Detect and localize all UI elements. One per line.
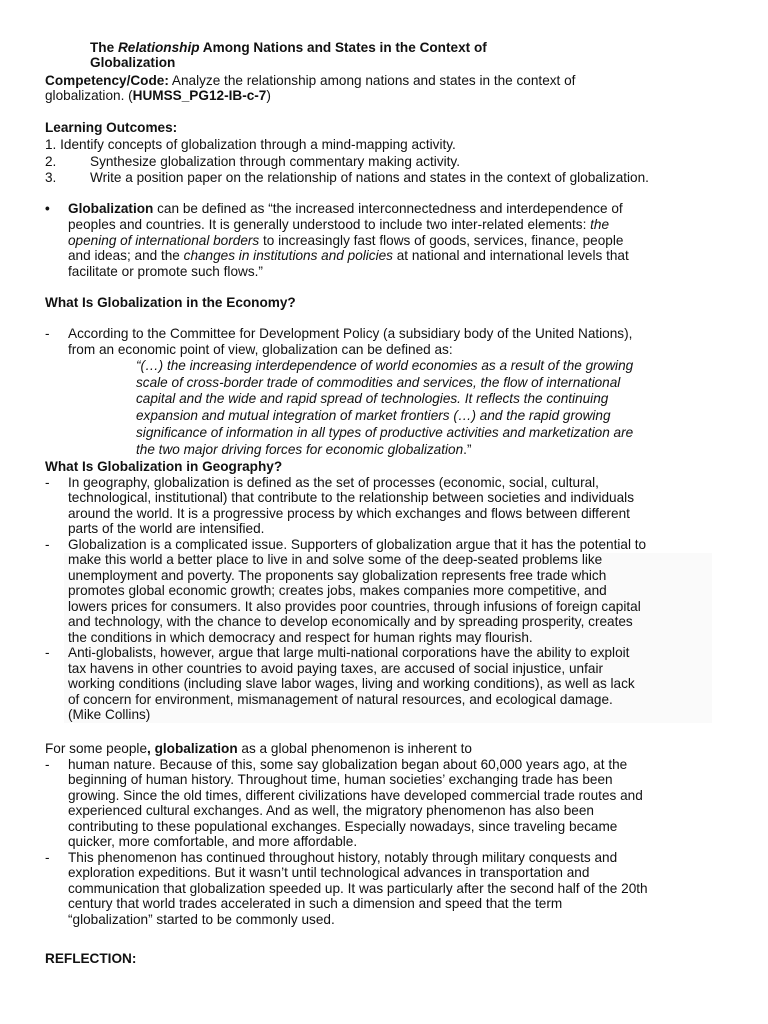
economy-line-1: According to the Committee for Development Policy (a subsidiary body of the United Nations),	[68, 326, 633, 341]
geography-p3-line: working conditions (including slave labor wages, living and working conditions), as well as lack	[68, 676, 635, 691]
inherent-p1-line: growing. Since the old times, different civilizations have developed commercial trade routes and	[68, 788, 643, 803]
geography-p2-line: Globalization is a complicated issue. Supporters of globalization argue that it has the potential to	[68, 537, 647, 552]
geography-p3-line: tax havens in other countries to avoid paying taxes, are accused of social injustice, unfair	[68, 661, 603, 676]
geography-p2-line: and technology, with the chance to develop economically and by spreading prosperity, creates	[68, 614, 633, 629]
definition-line-5: facilitate or promote such flows.”	[68, 264, 263, 279]
geography-p3-line: (Mike Collins)	[68, 707, 151, 722]
outcomes-heading: Learning Outcomes:	[45, 120, 178, 135]
geography-p1-line: In geography, globalization is defined as the set of processes (economic, social, cultural,	[68, 475, 599, 490]
inherent-p2-line: exploration expeditions. But it wasn’t until technological advances in transportation and	[68, 865, 590, 880]
economy-heading: What Is Globalization in the Economy?	[45, 295, 296, 310]
geography-p1-line: around the world. It is a progressive process by which exchanges and flows between different	[68, 506, 630, 521]
competency-line-2: globalization. (HUMSS_PG12-IB-c-7)	[45, 88, 271, 103]
doc-title: The Relationship Among Nations and States in the Context of	[90, 40, 487, 55]
geography-p1-line: parts of the world are intensified.	[68, 521, 265, 536]
inherent-p2-line: This phenomenon has continued throughout history, notably through military conquests and	[68, 850, 618, 865]
document-page: The Relationship Among Nations and States in the Context of Globalization Competency/Code: Analyze the relationship among nations and states in the context of globalization. (HUMSS_PG12-IB-c-7) Learning Outcomes: 1. Identify concepts of globalization through a mind-mapping activity. 2. Synthesize globalization through commentary making activity. 3. Write a position paper on the relationship of nations and states in the context of globalization. • Globalization can be defined as “the increased interconnectedness and interdependence of peoples and countries. It is generally understood to include two inter-related elements: the opening of international borders to increasingly fast flows of goods, services, finance, people and ideas; and the changes in institutions and policies at national and international levels that facilitate or promote such flows.” What Is Globalization in the Economy? - According to the Committee for Development Policy (a subsidiary body of the United Nations), from an economic point of view, globalization can be defined as: “(…) the increasing interdependence of world economies as a result of the growing scale of cross-border trade of commodities and services, the flow of international capital and the wide and rapid spread of technologies. It reflects the continuing expansion and mutual integration of market frontiers (…) and the rapid growing significance of information in all types of productive activities and marketization are the two major driving forces for economic globalization.” What Is Globalization in Geography? - In geography, globalization is defined as the set of processes (economic, social, cultural, technological, institutional) that contribute to the relationship between societies and individuals around the world. It is a progressive process by which exchanges and flows between different parts of the world are intensified. - Globalization is a complicated issue. Supporters of globalization argue that it has the potential to make this world a better place to live in and solve some of the deep-seated problems like unemployment and poverty. The proponents say globalization represents free trade which promotes global economic growth; creates jobs, makes companies more competitive, and lowers prices for consumers. It also provides poor countries, through infusions of foreign capital and technology, with the chance to develop economically and by spreading prosperity, creates the conditions in which democracy and respect for human rights may flourish. - Anti-globalists, however, argue that large multi-national corporations have the ability to exploit tax havens in other countries to avoid paying taxes, are accused of social injustice, unfair working conditions (including slave labor wages, living and working conditions), as well as lack of concern for environment, mismanagement of natural resources, and ecological damage. (Mike Collins) For some people, globalization as a global phenomenon is inherent to - human nature. Because of this, some say globalization began about 60,000 years ago, at the beginning of human history. Throughout time, human societies’ exchanging trade has been growing. Since the old times, different civilizations have developed commercial trade routes and experienced cultural exchanges. And as well, the migratory phenomenon has also been contributing to these populational exchanges. Especially nowadays, since traveling became quicker, more comfortable, and more affordable. - This phenomenon has continued throughout history, notably through military conquests and exploration expeditions. But it wasn’t until technological advances in transportation and communication that globalization speeded up. It was particularly after the second half of the 20th century that world trades accelerated in such a dimension and speed that the term “globalization” started to be commonly used. REFLECTION:	[0, 0, 768, 1024]
inherent-intro: For some people, globalization as a global phenomenon is inherent to	[45, 741, 472, 756]
inherent-p1-line: quicker, more comfortable, and more affordable.	[68, 834, 358, 849]
competency-line: Competency/Code: Analyze the relationship among nations and states in the context of	[45, 73, 576, 88]
geography-p2-line: the conditions in which democracy and respect for human rights may flourish.	[68, 630, 533, 645]
inherent-p1-line: beginning of human history. Throughout time, human societies’ exchanging trade has been	[68, 772, 613, 787]
economy-quote-6: the two major driving forces for economic globalization.”	[136, 442, 472, 457]
geography-p2-line: unemployment and poverty. The proponents say globalization represents free trade which	[68, 568, 607, 583]
inherent-p1-line: human nature. Because of this, some say globalization began about 60,000 years ago, at the	[68, 757, 628, 772]
economy-quote-3: capital and the wide and rapid spread of technologies. It reflects the continuing	[136, 391, 609, 406]
inherent-p2-line: century that world trades accelerated in such a dimension and speed that the term	[68, 896, 563, 911]
definition-line-4: and ideas; and the changes in institutions and policies at national and international levels that	[68, 248, 629, 263]
doc-title-line2: Globalization	[90, 55, 176, 70]
economy-line-2: from an economic point of view, globalization can be defined as:	[68, 342, 453, 357]
reflection-heading: REFLECTION:	[45, 951, 137, 966]
definition-line-3: opening of international borders to increasingly fast flows of goods, services, finance, people	[68, 233, 624, 248]
geography-p2-line: make this world a better place to live in and solve some of the deep-seated problems like	[68, 552, 603, 567]
geography-p1-line: technological, institutional) that contribute to the relationship between societies and individuals	[68, 490, 634, 505]
inherent-p1-line: experienced cultural exchanges. And as well, the migratory phenomenon has also been	[68, 803, 594, 818]
economy-quote-4: expansion and mutual integration of market frontiers (…) and the rapid growing	[136, 408, 611, 423]
inherent-p2-line: “globalization” started to be commonly used.	[68, 912, 335, 927]
economy-quote-5: significance of information in all types of productive activities and marketization are	[136, 425, 634, 440]
definition-line-2: peoples and countries. It is generally understood to include two inter-related elements: the	[68, 217, 610, 232]
inherent-p2-line: communication that globalization speeded up. It was particularly after the second half of the 20th	[68, 881, 648, 896]
geography-heading: What Is Globalization in Geography?	[45, 459, 283, 474]
geography-p3-line: of concern for environment, mismanagement of natural resources, and ecological damage.	[68, 692, 613, 707]
economy-quote-1: “(…) the increasing interdependence of world economies as a result of the growing	[136, 358, 634, 373]
definition-line-1: Globalization can be defined as “the increased interconnectedness and interdependence of	[68, 201, 623, 216]
geography-p3-line: Anti-globalists, however, argue that large multi-national corporations have the ability to exploit	[68, 645, 630, 660]
inherent-p1-line: contributing to these populational exchanges. Especially nowadays, since traveling became	[68, 819, 618, 834]
outcome-item-1: 1. Identify concepts of globalization through a mind-mapping activity.	[45, 137, 456, 152]
geography-p2-line: lowers prices for consumers. It also provides poor countries, through infusions of foreign capital	[68, 599, 641, 614]
economy-quote-2: scale of cross-border trade of commodities and services, the flow of international	[136, 375, 621, 390]
geography-p2-line: promotes global economic growth; creates jobs, makes companies more competitive, and	[68, 583, 607, 598]
